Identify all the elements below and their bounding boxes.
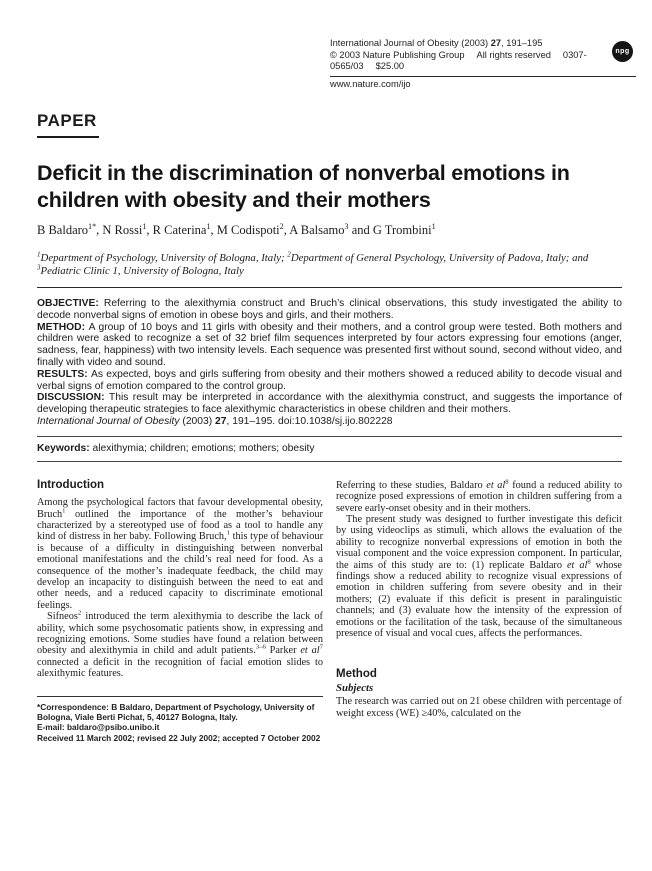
method-paragraph-1: The research was carried out on 21 obese children with percentage of weight excess (WE) ≥40%, calculated on the — [336, 696, 622, 719]
introduction-heading: Introduction — [37, 478, 105, 491]
abstract-citation: International Journal of Obesity (2003) 27, 191–195. doi:10.1038/sj.ijo.802228 — [37, 415, 393, 427]
copyright-line: © 2003 Nature Publishing Group All rights reserved 0307-0565/03 $25.00 — [330, 49, 587, 71]
abstract-method: METHOD: A group of 10 boys and 11 girls with obesity and their mothers, and a control group were tested. Both mothers and children were asked to recognize a set of 32 brief film sequences interpreted by four actors expressing four emotions (anger, sadness, fear, happiness) with two intensity levels. Each sequence was presented first without sound, second without video, and finally with video and sound. — [37, 321, 623, 368]
body-columns — [37, 480, 622, 744]
authors-line: B Baldaro$^{1*}$, N Rossi$^1$, R Caterina$^1$, M Codispoti$^2$, A Balsamo$^3$ and G Trombini$^1$ — [37, 221, 436, 237]
intro-paragraph-2: Sifneos$^2$ introduced the term alexithymia to describe the lack of ability, which some psychosomatic patients show, in expressing and recognizing emotions. Some studies have found a relation between obesity and alexithymia in child and adult patients.$^{3-6}$ Parker et $al^7$ connected a deficit in the recognition of facial emotion slides to alexithymic features. — [37, 609, 323, 680]
method-heading: Method — [336, 668, 377, 681]
npg-logo-text: npg — [615, 47, 630, 55]
npg-logo — [612, 41, 633, 62]
left-column — [37, 480, 323, 744]
abstract-results: RESULTS: As expected, boys and girls suffering from obesity and their mothers showed a reduced ability to decode visual and verbal signs of emotion compared to the control group. — [37, 368, 622, 392]
abstract-objective: OBJECTIVE: Referring to the alexithymia construct and Bruch’s clinical observations, this study investigated the ability to decode nonverbal signs of emotion in obese boys and girls, and their mothers. — [37, 298, 622, 321]
affiliations: $^1$Department of Psychology, University of Bologna, Italy; $^2$Department of General Psychology, University of Padova, Italy; and $^3$Pediatric Clinic 1, University of Bologna, Italy — [37, 250, 589, 277]
intro-paragraph-1: Among the psychological factors that favour developmental obesity, Bruch$^1$ outlined the importance of the mother’s behaviour characterized by a stereotyped use of food as a tool to handle any kind of distress in her baby. Following Bruch,$^1$ this type of behaviour is because of a difficulty in distinguishing between nonverbal emotional manifestations and the child’s real need for food. As a consequence of the mother’s inadequate feedback, the child may develop an incapacity to distinguish between the need to eat and other needs, and a reduced capacity to discriminate emotional feelings. — [37, 497, 324, 611]
received-dates-line: Received 11 March 2002; revised 22 July 2002; accepted 7 October 2002 — [37, 732, 321, 743]
article-title: Deficit in the discrimination of nonverbal emotions in children with obesity and their mothers — [37, 161, 570, 212]
keywords-top-rule — [37, 436, 622, 437]
website-link[interactable]: www.nature.com/ijo — [330, 78, 411, 89]
rightcol-paragraph-2: The present study was designed to further investigate this deficit by using videoclips as stimuli, which allows the evaluation of the ability to recognize nonverbal expressions of emotion in both the visual component and the voice expression component. In particular, the aims of this study are to: (1) replicate Baldaro et $al^8$ whose findings show a reduced ability to recognize visual expressions of emotion in children suffering from severe obesity and in their mothers; (2) evaluate if this deficit is present in paralinguistic channels; and (3) evaluate how the intensity of the expression of emotions or the facilitation of the task, because of the simultaneous presence of visual and vocal cues, affects the performances. — [336, 513, 622, 640]
masthead-divider — [330, 76, 636, 77]
correspondence-line: *Correspondence: B Baldaro, Department of Psychology, University of Bologna, Viale Berti Pichat, 5, 40127 Bologna, Italy. — [37, 701, 315, 723]
journal-citation-line: International Journal of Obesity (2003) 27, 191–195 — [330, 38, 543, 48]
right-column — [336, 480, 622, 744]
paper-label: PAPER — [37, 111, 99, 138]
subjects-subheading: Subjects — [336, 681, 374, 694]
abstract-top-rule — [37, 287, 622, 288]
abstract-discussion: DISCUSSION: This result may be interpreted in accordance with the alexithymia construct, and suggests the importance of developing therapeutic strategies to face alexithymic characteristics in obese children and their mothers. — [37, 392, 623, 416]
correspondence-footnote — [37, 697, 323, 744]
masthead — [330, 38, 636, 90]
email-line[interactable]: E-mail: baldaro@psibo.unibo.it — [37, 722, 160, 733]
keywords-bottom-rule — [37, 461, 622, 462]
rightcol-paragraph-1: Referring to these studies, Baldaro et $al^8$ found a reduced ability to recognize posed expressions of emotion in children suffering from a severe early-onset obesity and in their mothers. — [336, 478, 622, 514]
method-section — [336, 669, 622, 719]
keywords-line: Keywords: alexithymia; children; emotions; mothers; obesity — [37, 442, 315, 454]
abstract-section — [37, 298, 622, 428]
